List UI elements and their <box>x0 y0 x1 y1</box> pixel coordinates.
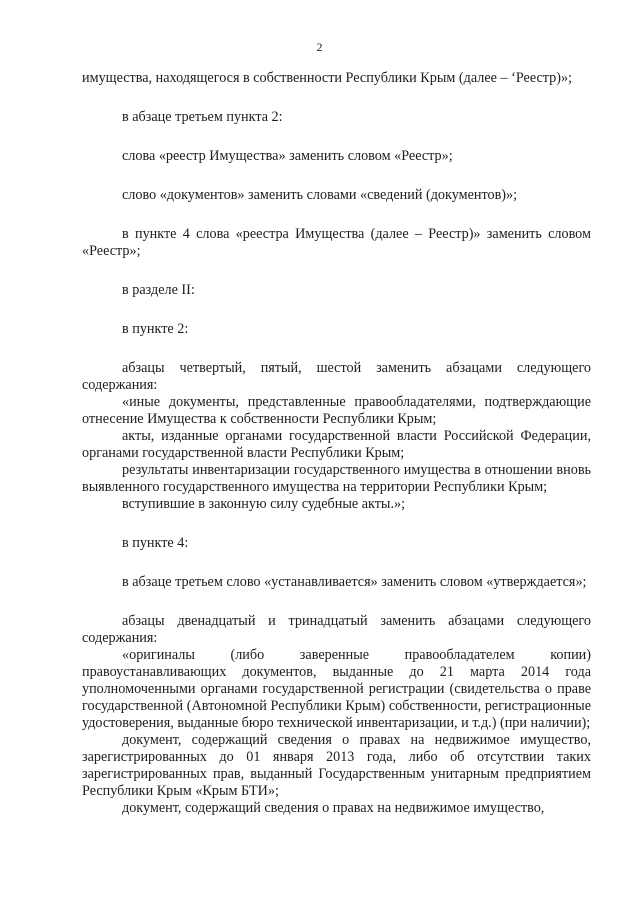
paragraph-rights-document-bti: документ, содержащий сведения о правах на недвижимое имущество, зарегистрированных до 01 января 2013 года, либо об отсутствии таких зарегистрированных прав, выданный Государственным унитарным предприятием Республики Крым «Крым БТИ»; <box>82 732 591 799</box>
paragraph-originals: «оригиналы (либо заверенные правообладателем копии) правоустанавливающих документов, выданные до 21 марта 2014 года уполномоченными органами государственной регистрации (свидетельства о праве государственной (Автономной Республики Крым) собственности, регистрационные удостоверения, выданные бюро технической инвентаризации, и т.д.) (при наличии); <box>82 647 591 731</box>
paragraph-section-2: в разделе II: <box>122 282 195 298</box>
paragraph-inventory-results: результаты инвентаризации государственного имущества в отношении вновь выявленного государственного имущества на территории Республики Крым; <box>82 462 591 495</box>
paragraph-court-acts: вступившие в законную силу судебные акты.»; <box>122 496 406 512</box>
paragraph-replace-registry-words: слова «реестр Имущества» заменить словом «Реестр»; <box>122 148 453 164</box>
page-number: 2 <box>316 40 323 54</box>
paragraph-replace-4-5-6: абзацы четвертый, пятый, шестой заменить абзацами следующего содержания: <box>82 360 591 393</box>
paragraph-replace-12-13: абзацы двенадцатый и тринадцатый заменить абзацами следующего содержания: <box>82 613 591 646</box>
paragraph-section-2-item-2: в пункте 2: <box>122 321 189 337</box>
paragraph-item-4-replace: в пункте 4 слова «реестра Имущества (далее – Реестр)» заменить словом «Реестр»; <box>82 226 591 259</box>
paragraph-registry-continuation: имущества, находящегося в собственности Республики Крым (далее – ‘Реестр)»; <box>82 70 573 86</box>
paragraph-third-word-replace: в абзаце третьем слово «устанавливается» заменить словом «утверждается»; <box>122 574 587 590</box>
document-body <box>82 70 591 817</box>
paragraph-other-documents: «иные документы, представленные правообладателями, подтверждающие отнесение Имущества к собственности Республики Крым; <box>82 394 591 427</box>
paragraph-rights-document-cont: документ, содержащий сведения о правах на недвижимое имущество, <box>122 800 545 816</box>
paragraph-acts: акты, изданные органами государственной власти Российской Федерации, органами государственной власти Республики Крым; <box>82 428 591 461</box>
paragraph-replace-documents-word: слово «документов» заменить словами «сведений (документов)»; <box>122 187 518 203</box>
paragraph-item-2-third: в абзаце третьем пункта 2: <box>122 109 283 125</box>
paragraph-item-4: в пункте 4: <box>122 535 189 551</box>
